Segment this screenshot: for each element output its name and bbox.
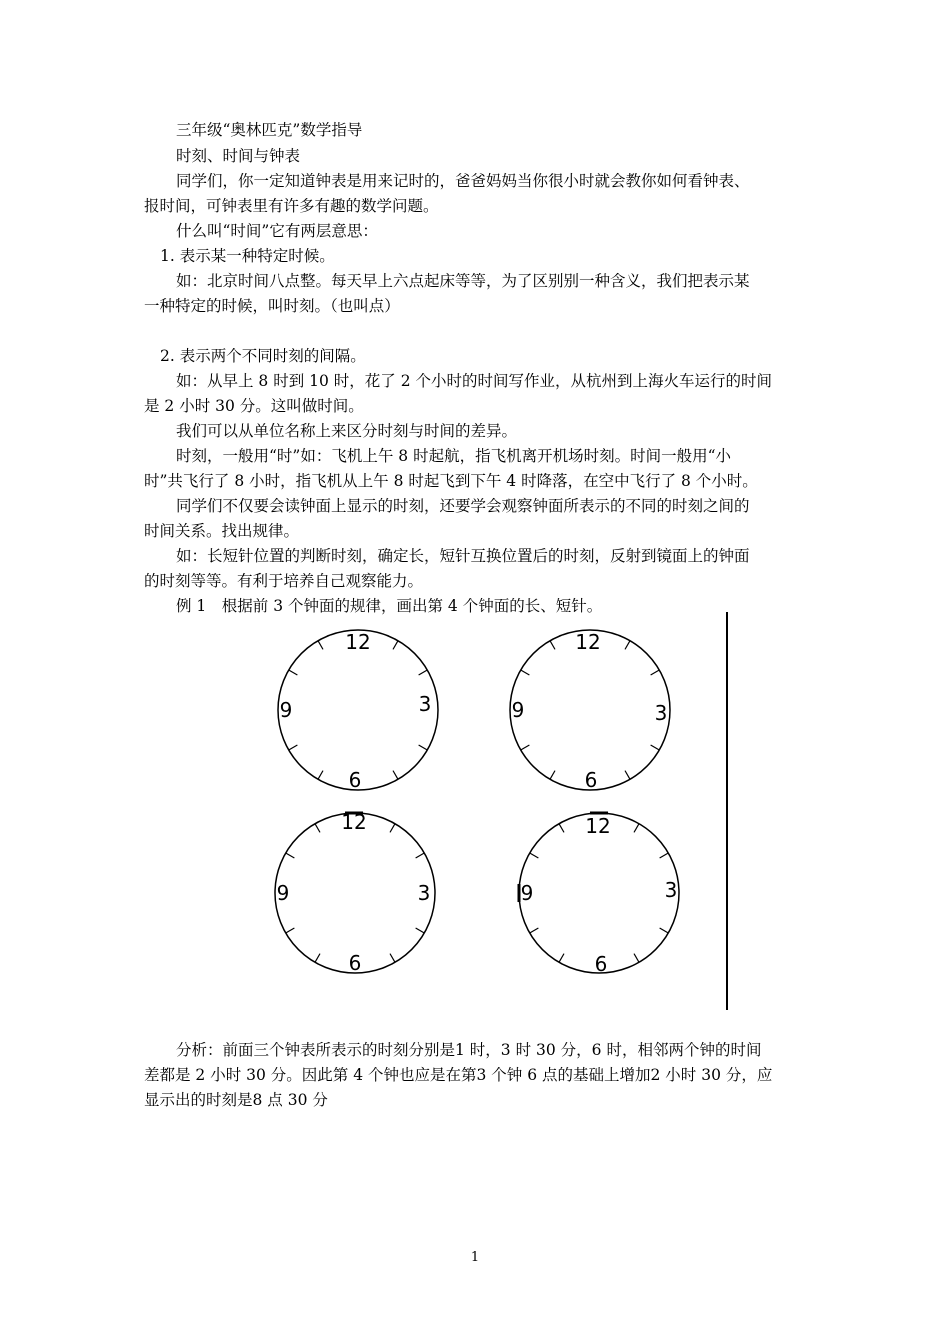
paragraph-line: 如：从早上 8 时到 10 时，花了 2 个小时的时间写作业，从杭州到上海火车运行的时间	[176, 372, 773, 390]
analysis-line: 分析：前面三个钟表所表示的时刻分别是1 时，3 时 30 分，6 时，相邻两个钟的时间	[176, 1041, 762, 1059]
hour-tick	[393, 641, 398, 650]
page-number: 1	[470, 1250, 480, 1265]
hour-tick	[559, 824, 564, 833]
hour-tick	[651, 745, 660, 750]
list-item: 2. 表示两个不同时刻的间隔。	[160, 347, 366, 365]
hour-tick	[416, 928, 425, 933]
clock-face-svg	[514, 808, 684, 978]
hour-tick	[521, 670, 530, 675]
doc-subtitle: 时刻、时间与钟表	[176, 147, 301, 165]
numeral-12: 12	[585, 814, 611, 838]
hour-tick	[559, 954, 564, 963]
hour-tick	[286, 853, 295, 858]
paragraph-line: 是 2 小时 30 分。这叫做时间。	[144, 397, 364, 415]
hour-tick	[315, 954, 320, 963]
hour-tick	[660, 928, 669, 933]
numeral-3: 3	[418, 692, 432, 716]
numeral-12: 12	[345, 630, 371, 654]
hour-tick	[625, 641, 630, 650]
numeral-9: 9	[276, 881, 290, 905]
numeral-6: 6	[594, 952, 608, 976]
clock-face-svg	[273, 625, 443, 795]
clock-face-2	[505, 625, 675, 795]
clock-face-3	[270, 808, 440, 978]
clock-ticks	[289, 641, 428, 780]
hour-tick	[625, 771, 630, 780]
hour-tick	[550, 641, 555, 650]
clock-face-1	[273, 625, 443, 795]
analysis-line: 显示出的时刻是8 点 30 分	[144, 1091, 328, 1109]
hour-tick	[550, 771, 555, 780]
hour-tick	[651, 670, 660, 675]
paragraph-line: 同学们，你一定知道钟表是用来记时的，爸爸妈妈当你很小时就会教你如何看钟表、	[176, 172, 750, 190]
hour-tick	[634, 824, 639, 833]
paragraph-line: 时间关系。找出规律。	[144, 522, 300, 540]
hour-tick	[634, 954, 639, 963]
hour-tick	[521, 745, 530, 750]
paragraph-line: 时刻，一般用“时”如：飞机上午 8 时起航，指飞机离开机场时刻。时间一般用“小	[176, 447, 731, 465]
numeral-6: 6	[348, 768, 362, 792]
hour-tick	[390, 824, 395, 833]
hour-tick	[530, 928, 539, 933]
hour-tick	[289, 745, 298, 750]
hour-tick	[660, 853, 669, 858]
numeral-9: 9	[511, 698, 525, 722]
hour-tick	[419, 670, 428, 675]
numeral-9: 9	[279, 698, 293, 722]
clock-ticks	[530, 824, 669, 963]
clock-ticks	[286, 824, 425, 963]
clock-face-svg	[270, 808, 440, 978]
paragraph-line: 我们可以从单位名称上来区分时刻与时间的差异。	[176, 422, 518, 440]
hour-tick	[530, 853, 539, 858]
hour-tick	[286, 928, 295, 933]
numeral-9: 9	[520, 881, 534, 905]
paragraph-line: 如：长短针位置的判断时刻，确定长，短针互换位置后的时刻，反射到镜面上的钟面	[176, 547, 750, 565]
numeral-3: 3	[654, 701, 668, 725]
hour-tick	[393, 771, 398, 780]
example-prompt: 例 1 根据前 3 个钟面的规律，画出第 4 个钟面的长、短针。	[176, 597, 603, 615]
doc-title: 三年级“奥林匹克”数学指导	[176, 121, 363, 139]
paragraph-line: 同学们不仅要会读钟面上显示的时刻，还要学会观察钟面所表示的不同的时刻之间的	[176, 497, 750, 515]
paragraph-line: 一种特定的时候，叫时刻。（也叫点）	[144, 297, 400, 315]
numeral-12: 12	[575, 630, 601, 654]
list-item: 1. 表示某一种特定时候。	[160, 247, 335, 265]
hour-tick	[318, 771, 323, 780]
analysis-line: 差都是 2 小时 30 分。因此第 4 个钟也应是在第3 个钟 6 点的基础上增加2 小时 30 分，应	[144, 1066, 773, 1084]
clock-face-4	[514, 808, 684, 978]
hour-tick	[318, 641, 323, 650]
numeral-3: 3	[417, 881, 431, 905]
paragraph-line: 的时刻等等。有利于培养自己观察能力。	[144, 572, 424, 590]
hour-tick	[289, 670, 298, 675]
clock-ticks	[521, 641, 660, 780]
paragraph-line: 时”共飞行了 8 小时，指飞机从上午 8 时起飞到下午 4 时降落，在空中飞行了 8 个小时。	[144, 472, 758, 490]
paragraph-line: 什么叫“时间”它有两层意思：	[176, 222, 378, 240]
numeral-6: 6	[584, 768, 598, 792]
clock-face-svg	[505, 625, 675, 795]
hour-tick	[419, 745, 428, 750]
paragraph-line: 如：北京时间八点整。每天早上六点起床等等，为了区别别一种含义，我们把表示某	[176, 272, 750, 290]
divider-line	[726, 612, 728, 1010]
paragraph-line: 报时间，可钟表里有许多有趣的数学问题。	[144, 197, 439, 215]
hour-tick	[416, 853, 425, 858]
hour-tick	[315, 824, 320, 833]
numeral-3: 3	[664, 878, 678, 902]
numeral-6: 6	[348, 951, 362, 975]
numeral-12: 12	[341, 810, 367, 834]
hour-tick	[390, 954, 395, 963]
